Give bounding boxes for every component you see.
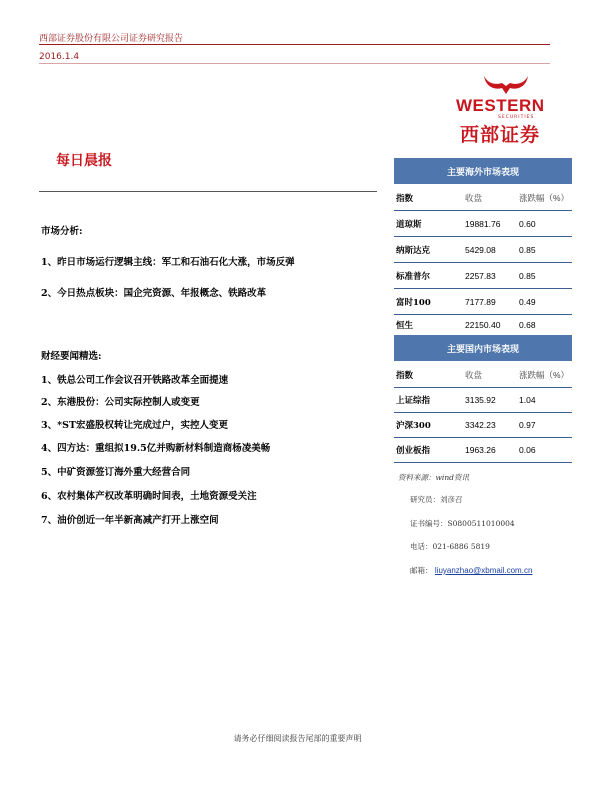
data-source: 资料来源：wind资讯: [398, 473, 469, 482]
email-row: [410, 565, 532, 576]
news-item: 6、农村集体产权改革明确时间表，土地资源受关注: [41, 491, 257, 502]
index-name: 恒生: [396, 320, 414, 331]
email-link[interactable]: liuyanzhao@xbmail.com.cn: [434, 566, 533, 575]
index-close: 22150.40: [465, 319, 501, 330]
col-header-close: 收盘: [465, 369, 483, 380]
index-close: 5429.08: [465, 244, 496, 255]
bull-horns-icon: [482, 74, 530, 96]
report-title: 每日晨报: [56, 153, 112, 169]
header-company: 西部证券股份有限公司证券研究报告: [39, 34, 184, 44]
title-divider: [39, 191, 377, 192]
domestic-table-title: 主要国内市场表现: [394, 335, 572, 361]
news-item: 4、四方达：重组拟19.5亿并购新材料制造商杨凌美畅: [41, 443, 271, 454]
phone-number: 电话：021-6886 5819: [410, 542, 490, 551]
table-row: [394, 237, 572, 263]
table-row: [394, 211, 572, 237]
col-header-change: 涨跌幅（%）: [519, 369, 570, 380]
index-close: 2257.83: [465, 270, 496, 281]
header-divider-secondary: [39, 63, 550, 64]
market-analysis-item: 1、昨日市场运行逻辑主线：军工和石油石化大涨，市场反弹: [41, 257, 295, 268]
index-close: 19881.76: [465, 218, 501, 229]
index-change: 0.60: [519, 218, 536, 229]
table-row: [394, 412, 572, 438]
news-item: 5、中矿资源签订海外重大经营合同: [41, 467, 191, 478]
index-name: 道琼斯: [396, 219, 422, 230]
index-name: 创业板指: [396, 445, 431, 456]
index-name: 富时100: [396, 297, 431, 308]
table-row: [394, 312, 572, 337]
index-name: 纳斯达克: [396, 245, 431, 256]
table-row: [394, 437, 572, 463]
news-item: 3、*ST宏盛股权转让完成过户，实控人变更: [41, 420, 229, 431]
index-change: 0.49: [519, 296, 536, 307]
index-name: 标准普尔: [396, 271, 431, 282]
col-header-change: 涨跌幅（%）: [519, 192, 570, 203]
index-change: 0.97: [519, 419, 536, 430]
index-change: 0.68: [519, 319, 536, 330]
index-name: 上证综指: [396, 395, 431, 406]
index-close: 1963.26: [465, 444, 496, 455]
index-close: 7177.89: [465, 296, 496, 307]
certificate-number: 证书编号：S0800511010004: [410, 519, 515, 528]
table-row: [394, 387, 572, 413]
logo-name-cn: 西部证券: [460, 124, 541, 146]
index-name: 沪深300: [396, 420, 431, 431]
index-change: 1.04: [519, 394, 536, 405]
company-logo: [456, 74, 556, 144]
header-date: 2016.1.4: [39, 52, 80, 62]
col-header-index: 指数: [396, 193, 414, 204]
market-analysis-item: 2、今日热点板块：国企完资源、年报概念、铁路改革: [41, 288, 267, 299]
news-item: 1、铁总公司工作会议召开铁路改革全面提速: [41, 375, 229, 386]
overseas-table-header: [394, 185, 572, 211]
email-label: 邮箱：: [410, 566, 433, 575]
col-header-close: 收盘: [465, 192, 483, 203]
logo-name-en: WESTERN: [456, 96, 545, 115]
news-item: 2、东港股份：公司实际控制人或变更: [41, 397, 200, 408]
overseas-table-title: 主要海外市场表现: [394, 158, 572, 184]
col-header-index: 指数: [396, 370, 414, 381]
header-divider: [39, 44, 550, 45]
news-item: 7、油价创近一年半新高减产打开上涨空间: [41, 515, 219, 526]
index-change: 0.85: [519, 244, 536, 255]
domestic-table-header: [394, 362, 572, 388]
market-analysis-heading: 市场分析:: [41, 226, 83, 237]
logo-sub-en: SECURITIES: [498, 115, 535, 120]
index-change: 0.85: [519, 270, 536, 281]
analyst-name: 研究员：刘彦召: [410, 495, 463, 504]
index-change: 0.06: [519, 444, 536, 455]
footer-disclaimer: 请务必仔细阅读报告尾部的重要声明: [233, 734, 362, 743]
index-close: 3135.92: [465, 394, 496, 405]
index-close: 3342.23: [465, 419, 496, 430]
table-row: [394, 263, 572, 289]
news-heading: 财经要闻精选:: [41, 351, 102, 362]
